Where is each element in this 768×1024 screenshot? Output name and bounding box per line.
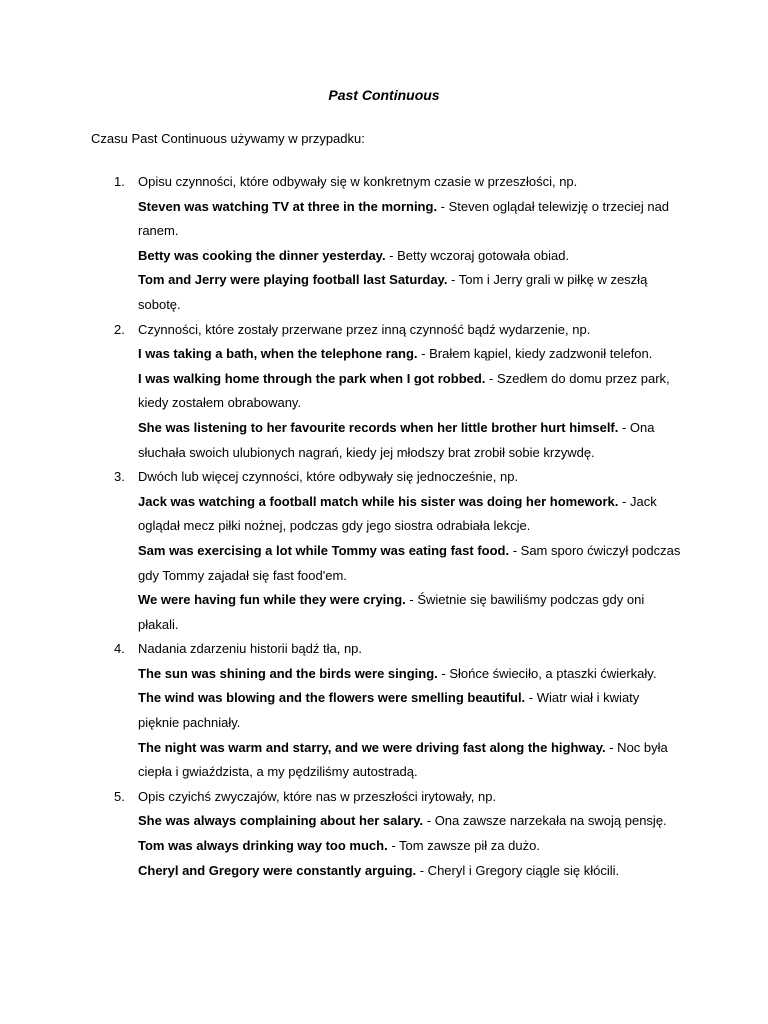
example-english: Steven was watching TV at three in the morning.	[138, 198, 438, 214]
example-english: We were having fun while they were crying.	[138, 592, 406, 608]
example-translation: - Ona słuchała swoich ulubionych nagrań, kiedy jej młodszy brat zrobił sobie krzywdę.	[138, 419, 655, 460]
example-sentence	[138, 342, 684, 367]
example-sentence	[138, 859, 684, 884]
example-translation: - Szedłem do domu przez park, kiedy zostałem obrabowany.	[138, 370, 670, 411]
example-sentence	[138, 195, 684, 244]
example-english: Tom was always drinking way too much.	[138, 838, 388, 854]
example-english: The wind was blowing and the flowers were smelling beautiful.	[138, 690, 526, 706]
example-translation: - Tom zawsze pił za dużo.	[387, 838, 540, 854]
example-translation: - Steven oglądał telewizję o trzeciej nad ranem.	[138, 198, 670, 239]
example-english: I was taking a bath, when the telephone rang.	[138, 346, 418, 362]
example-translation: - Jack oglądał mecz piłki nożnej, podczas gdy jego siostra odrabiała lekcje.	[138, 493, 657, 534]
example-english: She was listening to her favourite records when her little brother hurt himself.	[138, 419, 619, 435]
example-sentence	[138, 834, 684, 859]
example-english: Jack was watching a football match while his sister was doing her homework.	[138, 493, 619, 509]
list-item	[0, 170, 768, 318]
example-sentence	[138, 588, 684, 637]
list-item-lead: Opis czyichś zwyczajów, które nas w przeszłości irytowały, np.	[138, 788, 497, 804]
example-english: Cheryl and Gregory were constantly arguing.	[138, 862, 417, 878]
example-sentence	[138, 809, 684, 834]
list-item-lead: Opisu czynności, które odbywały się w konkretnym czasie w przeszłości, np.	[138, 174, 578, 189]
list-item-lead: Czynności, które zostały przerwane przez inną czynność bądź wydarzenie, np.	[138, 321, 591, 337]
list-number: 1.	[114, 174, 125, 189]
intro-paragraph: Czasu Past Continuous używamy w przypadku:	[91, 131, 365, 146]
example-sentence	[138, 539, 684, 588]
example-english: The night was warm and starry, and we were driving fast along the highway.	[138, 739, 606, 755]
example-english: The sun was shining and the birds were singing.	[138, 665, 438, 681]
example-sentence	[138, 662, 684, 687]
example-translation: - Świetnie się bawiliśmy podczas gdy oni płakali.	[138, 592, 645, 632]
example-sentence	[138, 244, 684, 269]
list-number: 5.	[114, 788, 125, 804]
example-english: I was walking home through the park when I got robbed.	[138, 370, 486, 386]
example-english: Betty was cooking the dinner yesterday.	[138, 247, 386, 263]
list-number: 3.	[114, 469, 125, 485]
example-translation: - Ona zawsze narzekała na swoją pensję.	[423, 813, 667, 829]
example-english: Sam was exercising a lot while Tommy was eating fast food.	[138, 542, 510, 558]
example-sentence	[138, 736, 684, 785]
example-english: Tom and Jerry were playing football last Saturday.	[138, 272, 448, 288]
example-translation: - Noc była ciepła i gwiaździsta, a my pędziliśmy autostradą.	[138, 739, 668, 780]
example-sentence	[138, 490, 684, 539]
example-translation: - Betty wczoraj gotowała obiad.	[385, 247, 570, 263]
example-sentence	[138, 686, 684, 735]
list-item-lead: Nadania zdarzeniu historii bądź tła, np.	[138, 641, 363, 657]
example-sentence	[138, 268, 684, 317]
document-title: Past Continuous	[328, 87, 440, 103]
list-item	[0, 785, 768, 883]
list-item	[0, 637, 768, 785]
example-translation: - Słońce świeciło, a ptaszki ćwierkały.	[437, 665, 657, 681]
example-translation: - Sam sporo ćwiczył podczas gdy Tommy zajadał się fast food'em.	[138, 542, 681, 583]
list-item	[0, 465, 768, 637]
example-sentence	[138, 367, 684, 416]
usage-list	[0, 170, 768, 883]
example-translation: - Brałem kąpiel, kiedy zadzwonił telefon.	[417, 346, 653, 362]
example-english: She was always complaining about her salary.	[138, 813, 424, 829]
list-number: 4.	[114, 641, 125, 657]
list-item-lead: Dwóch lub więcej czynności, które odbywały się jednocześnie, np.	[138, 469, 519, 485]
example-sentence	[138, 416, 684, 465]
example-translation: - Tom i Jerry grali w piłkę w zeszłą sobotę.	[138, 272, 648, 312]
example-translation: - Wiatr wiał i kwiaty pięknie pachniały.	[138, 690, 640, 731]
list-number: 2.	[114, 321, 125, 337]
example-translation: - Cheryl i Gregory ciągle się kłócili.	[416, 862, 620, 878]
list-item	[0, 318, 768, 466]
